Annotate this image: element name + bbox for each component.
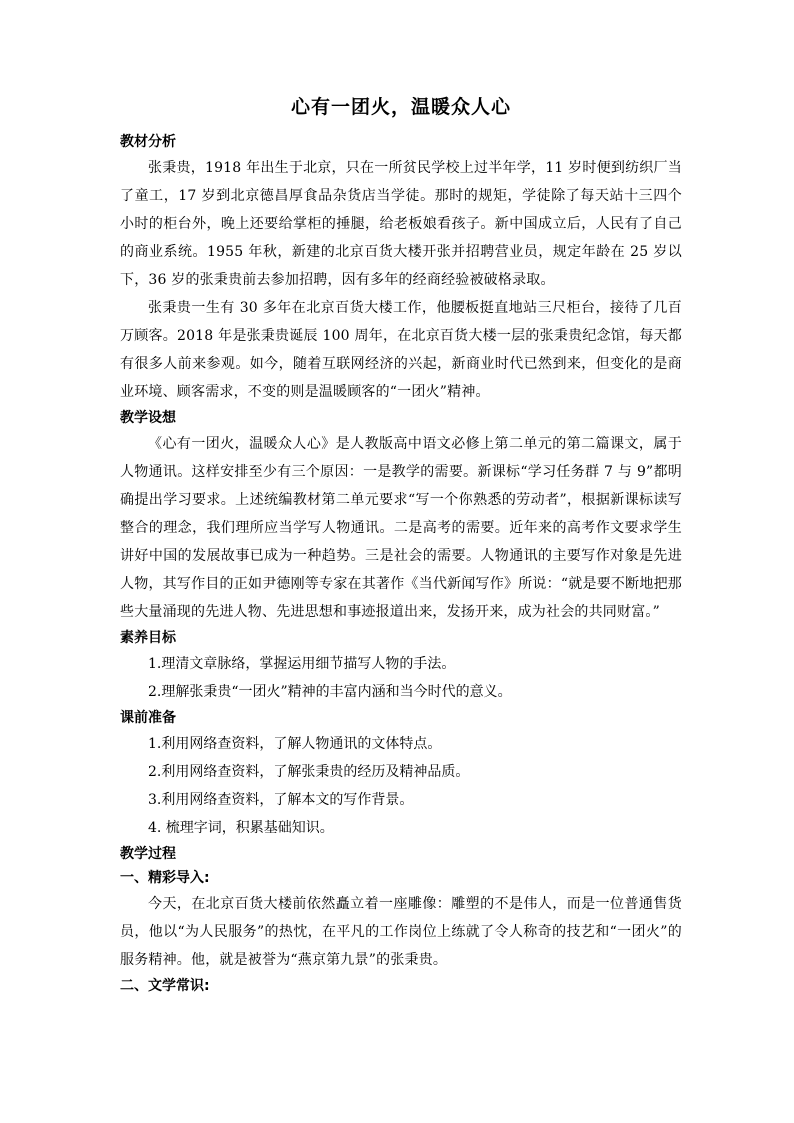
prep-item-4: 4. 梳理字词，积累基础知识。 bbox=[148, 820, 334, 836]
analysis-paragraph-2: 张秉贵一生有 30 多年在北京百货大楼工作，他腰板挺直地站三尺柜台，接待了几百万顾客。2018 年是张秉贵诞辰 100 周年，在北京百货大楼一层的张秉贵纪念馆，每天都有很多人前来参观。如今，随着互联网经济的兴起，新商业时代已然到来，但变化的是商业环境、顾客需求，不变的则是温暖顾客的“一团火”精神。 bbox=[120, 300, 682, 400]
prep-item-1: 1.利用网络查资料，了解人物通讯的文体特点。 bbox=[148, 736, 442, 752]
section-heading-analysis: 教材分析 bbox=[120, 134, 176, 150]
design-paragraph-1: 《心有一团火，温暖众人心》是人教版高中语文必修上第二单元的第二篇课文，属于人物通讯。这样安排至少有三个原因：一是教学的需要。新课标“学习任务群 7 与 9”都明确提出学习要求。上述统编教材第二单元要求“写一个你熟悉的劳动者”，根据新课标读写整合的理念，我们理所应当学写人物通讯。二是高考的需要。近年来的高考作文要求学生讲好中国的发展故事已成为一种趋势。三是社会的需要。人物通讯的主要写作对象是先进人物，其写作目的正如尹德刚等专家在其著作《当代新闻写作》所说：“就是要不断地把那些大量涌现的先进人物、先进思想和事迹报道出来，发扬开来，成为社会的共同财富。” bbox=[120, 436, 682, 620]
section-heading-prep: 课前准备 bbox=[120, 710, 176, 726]
document-page bbox=[120, 92, 682, 998]
section-heading-design: 教学设想 bbox=[120, 410, 176, 426]
goal-item-1: 1.理清文章脉络，掌握运用细节描写人物的手法。 bbox=[148, 656, 456, 672]
prep-item-3: 3.利用网络查资料，了解本文的写作背景。 bbox=[148, 792, 414, 808]
subheading-literature: 二、文学常识: bbox=[120, 978, 210, 994]
document-title: 心有一团火，温暖众人心 bbox=[290, 96, 511, 118]
subheading-intro: 一、精彩导入: bbox=[120, 870, 210, 886]
goal-item-2: 2.理解张秉贵“一团火”精神的丰富内涵和当今时代的意义。 bbox=[148, 684, 512, 700]
analysis-paragraph-1: 张秉贵，1918 年出生于北京，只在一所贫民学校上过半年学，11 岁时便到纺织厂当了童工，17 岁到北京德昌厚食品杂货店当学徒。那时的规矩，学徒除了每天站十三四个小时的柜台外，晚上还要给掌柜的捶腿，给老板娘看孩子。新中国成立后，人民有了自己的商业系统。1955 年秋，新建的北京百货大楼开张并招聘营业员，规定年龄在 25 岁以下，36 岁的张秉贵前去参加招聘，因有多年的经商经验被破格录取。 bbox=[120, 160, 682, 288]
intro-paragraph: 今天，在北京百货大楼前依然矗立着一座雕像：雕塑的不是伟人，而是一位普通售货员，他以“为人民服务”的热忱，在平凡的工作岗位上练就了令人称奇的技艺和“一团火”的服务精神。他，就是被誉为“燕京第九景”的张秉贵。 bbox=[120, 896, 682, 968]
section-heading-goals: 素养目标 bbox=[120, 630, 176, 646]
prep-item-2: 2.利用网络查资料，了解张秉贵的经历及精神品质。 bbox=[148, 764, 470, 780]
section-heading-process: 教学过程 bbox=[120, 846, 176, 862]
